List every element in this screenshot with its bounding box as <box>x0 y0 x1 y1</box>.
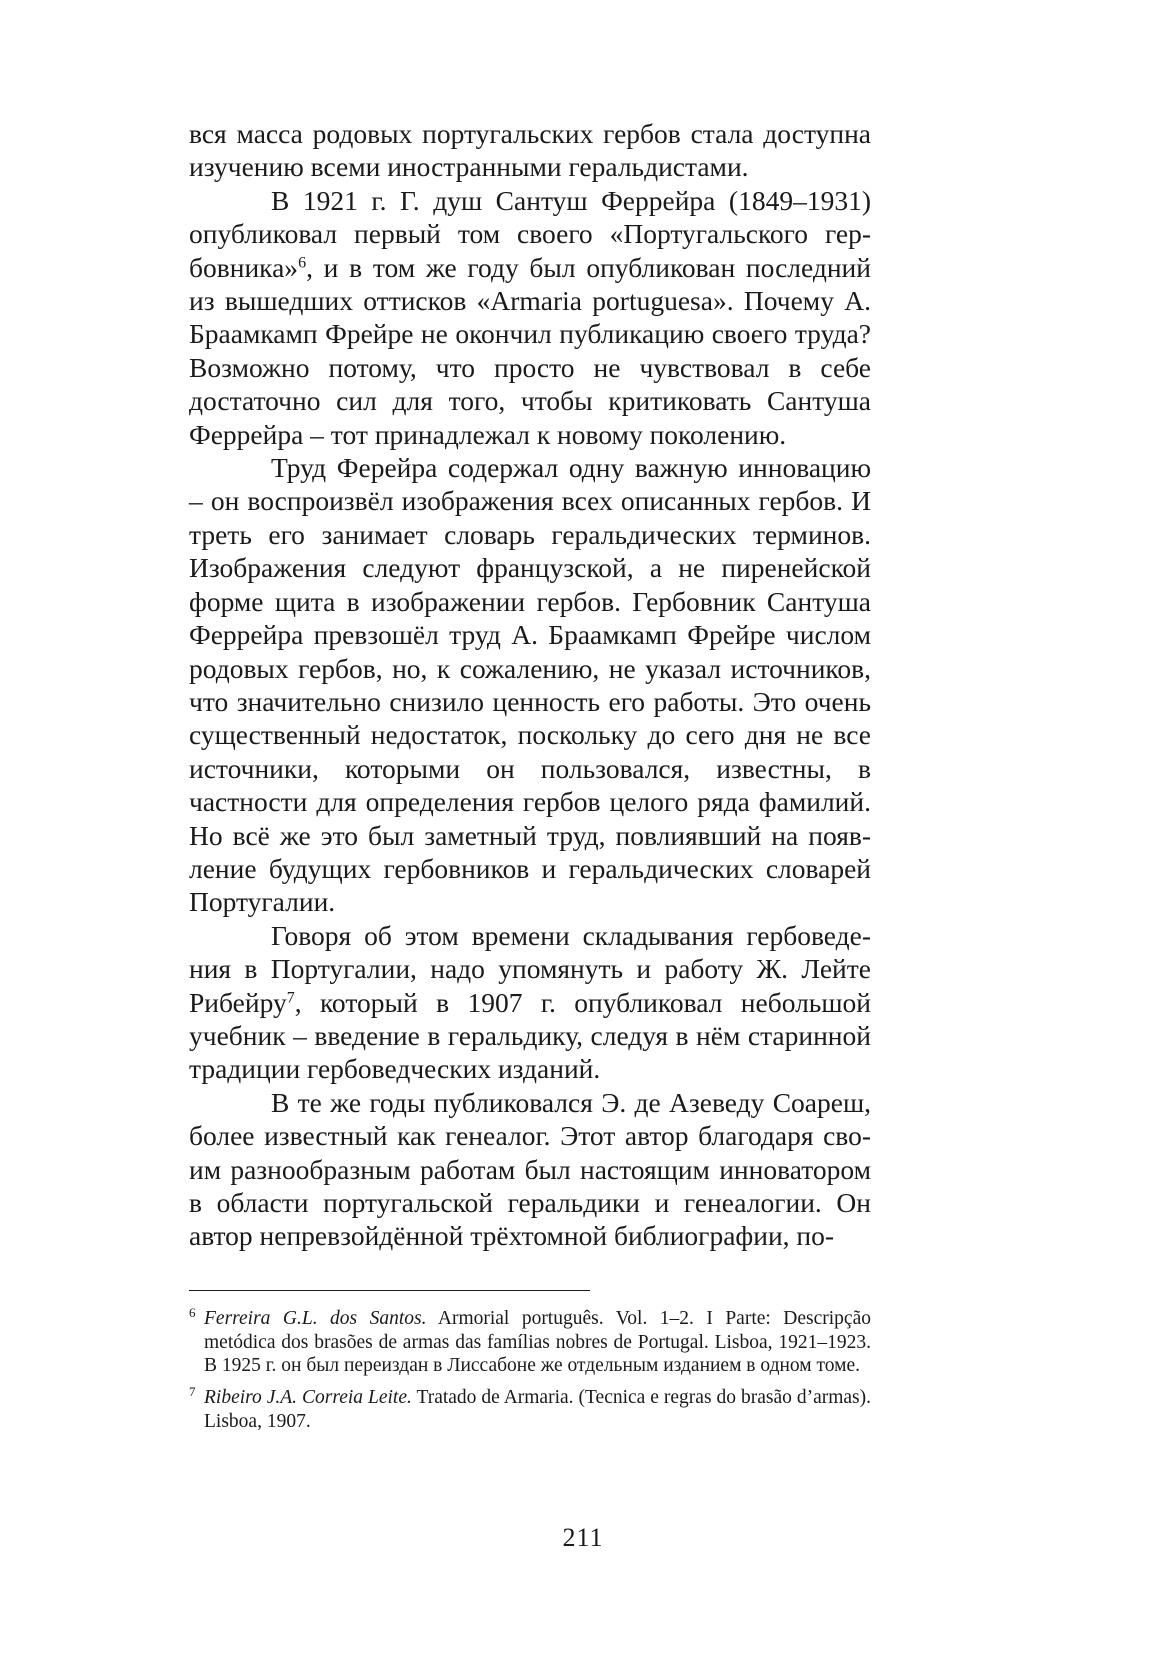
paragraph-text: В те же годы публиковался Э. де Азеведу Соареш, более известный как генеалог. Этот автор благодаря своим разнообразным работам был настоящим инноватором в области португальской геральдики и генеалогии. Он автор непревзойдённой трёхтомной библиографии, по- <box>189 1086 871 1252</box>
paragraph-azevedo-soares <box>189 1086 871 1253</box>
paragraph-text: Труд Ферейра содержал одну важную инновацию – он воспроизвёл изображения всех описанных гербов. И треть его занимает словарь геральдических терминов. Изображения следуют французской, а не пиренейской форме щита в изображении гербов. Гербовник Сантуша Феррейра превзошёл труд А. Браамкамп Фрейре числом родовых гербов, но, к сожалению, не указал источников, что значительно снизило ценность его работы. Это очень существенный недостаток, поскольку до сего дня не все источники, которыми он пользовался, известны, в частности для определения гербов целого ряда фамилий. Но всё же это был заметный труд, повлиявший на появление будущих гербовников и геральдических словарей Португалии. <box>189 452 871 918</box>
footnote-ref-6[interactable]: 6 <box>298 254 307 272</box>
footnote-number: 6 <box>189 1305 196 1320</box>
footnote-7 <box>189 1380 871 1433</box>
footnote-author: Ferreira G.L. dos Santos. <box>204 1308 427 1330</box>
paragraph-text: вся масса родовых португальских гербов стала доступна изучению всеми иностранными геральдистами. <box>189 118 871 183</box>
paragraph-text: Говоря об этом времени складывания гербоведения в Португалии, надо упомянуть и работу Ж. Лейте Рибейру <box>189 919 871 1018</box>
footnote-text: Armorial português. Vol. 1–2. I Parte: Descripção metódica dos brasões de armas das famílias nobres de Portugal. Lisboa, 1921–1923. В 1925 г. он был переиздан в Лиссабоне же отдельным изданием в одном томе. <box>204 1308 871 1377</box>
paragraph-text: , и в том же году был опубликован последний из вышедших оттисков «Armaria portuguesa». Почему А. Браамкамп Фрейре не окончил публикацию своего труда? Возможно потому, что просто не чувствовал в себе достаточно сил для того, чтобы критиковать Сантуша Феррейра – тот принадлежал к новому поколению. <box>189 251 871 450</box>
footnote-separator <box>189 1290 590 1291</box>
footnote-6 <box>189 1301 871 1378</box>
footnotes <box>189 1301 871 1435</box>
paragraph-text: , который в 1907 г. опубликовал небольшой учебник – введение в геральдику, следуя в нём старинной традиции гербоведческих изданий. <box>189 986 871 1085</box>
footnote-ref-7[interactable]: 7 <box>286 988 295 1006</box>
paragraph-text: В 1921 г. Г. душ Сантуш Феррейра (1849–1931) опубликовал первый том своего «Португальского гербовника» <box>189 184 871 283</box>
main-text <box>189 117 871 1253</box>
page-number: 211 <box>562 1523 604 1552</box>
paragraph-santos-ferreira <box>189 184 871 451</box>
paragraph-continuation <box>189 117 871 184</box>
paragraph-ferreira-innovation <box>189 451 871 919</box>
footnote-text: Tratado de Armaria. (Tecnica e regras do brasão d’armas). Lisboa, 1907. <box>204 1387 871 1432</box>
footnote-number: 7 <box>189 1383 196 1399</box>
footnote-author: Ribeiro J.A. Correia Leite. <box>204 1387 412 1409</box>
paragraph-leite-ribeiro <box>189 919 871 1086</box>
